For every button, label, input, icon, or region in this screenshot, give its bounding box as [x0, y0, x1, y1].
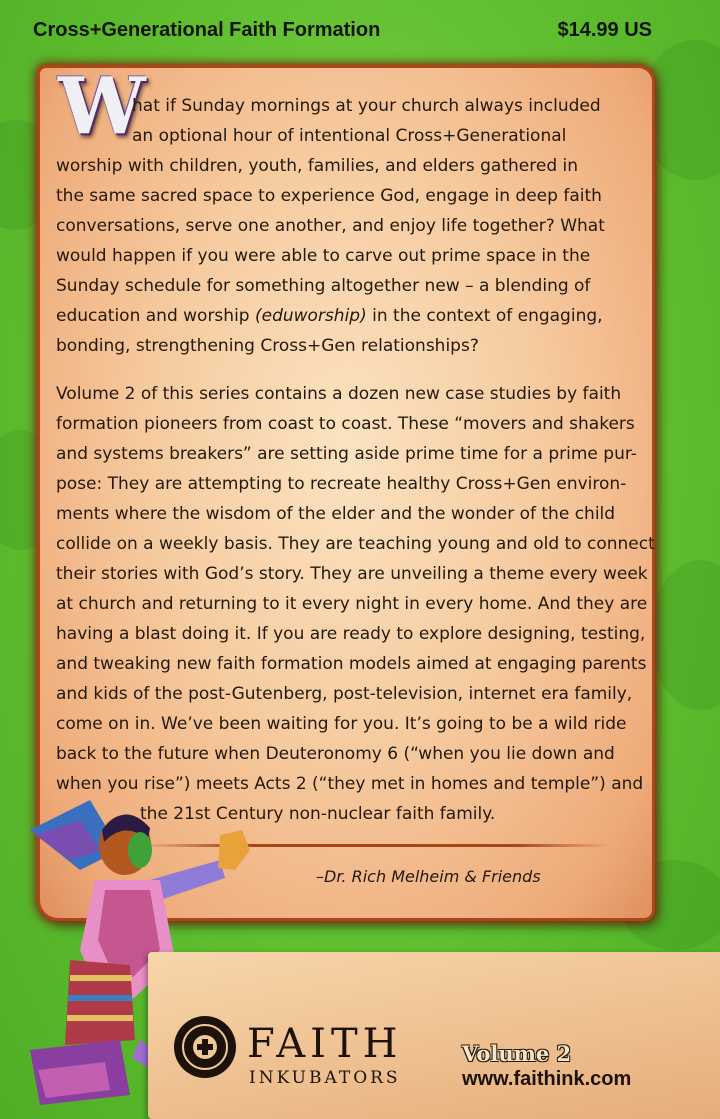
paragraph-2-line: come on in. We’ve been waiting for you. It’s going to be a wild ride [56, 714, 627, 734]
eduworship-term: (eduworship) [255, 306, 367, 326]
paragraph-1-line: the same sacred space to experience God, engage in deep faith [56, 186, 602, 206]
text-segment: education and worship [56, 306, 255, 326]
paragraph-2-line: Volume 2 of this series contains a dozen new case studies by faith [56, 384, 622, 404]
paragraph-1-line: Sunday schedule for something altogether new – a blending of [56, 276, 591, 296]
paragraph-1-line: an optional hour of intentional Cross+Generational [132, 126, 567, 146]
paragraph-2-line: and tweaking new faith formation models aimed at engaging parents [56, 654, 647, 674]
price-label: $14.99 US [557, 19, 652, 41]
text-segment: in the context of engaging, [366, 306, 603, 326]
paragraph-2-line: formation pioneers from coast to coast. These “movers and shakers [56, 414, 635, 434]
stripe [68, 995, 132, 1001]
paragraph-2-line: at church and returning to it every night in every home. And they are [56, 594, 648, 614]
stripe [70, 975, 132, 981]
paragraph-1-line: would happen if you were able to carve out prime space in the [56, 246, 591, 266]
logo-subtitle: INKUBATORS [249, 1068, 401, 1088]
paragraph-1-line: conversations, serve one another, and enjoy life together? What [56, 216, 605, 236]
paragraph-2-line: the 21st Century non-nuclear faith family. [140, 804, 496, 824]
paragraph-2-line: pose: They are attempting to recreate healthy Cross+Gen environ- [56, 474, 627, 494]
paragraph-2-line: and systems breakers” are setting aside prime time for a prime pur- [56, 444, 637, 464]
stripe [67, 1015, 133, 1021]
background-figure [650, 560, 720, 710]
paragraph-1-line: worship with children, youth, families, and elders gathered in [56, 156, 579, 176]
paragraph-2-line: and kids of the post-Gutenberg, post-television, internet era family, [56, 684, 633, 704]
paragraph-2-line: ments where the wisdom of the elder and the wonder of the child [56, 504, 616, 524]
face-shape [128, 832, 152, 868]
paragraph-1-line: bonding, strengthening Cross+Gen relationships? [56, 336, 479, 356]
paragraph-1-line: hat if Sunday mornings at your church always included [132, 96, 601, 116]
hand-shape [218, 830, 250, 870]
website-url: www.faithink.com [462, 1068, 632, 1090]
paragraph-2-line: their stories with God’s story. They are unveiling a theme every week [56, 564, 648, 584]
attribution: –Dr. Rich Melheim & Friends [316, 867, 541, 886]
cover-header [0, 0, 720, 60]
paragraph-2-line: having a blast doing it. If you are ready to explore designing, testing, [56, 624, 646, 644]
background-figure [640, 40, 720, 180]
paragraph-1-line [56, 306, 603, 327]
drop-cap: W [58, 61, 146, 152]
logo-wordmark: FAITH [247, 1021, 403, 1067]
logo-icon [172, 1014, 238, 1080]
series-title: Cross+Generational Faith Formation [33, 19, 381, 41]
skirt-shape [65, 960, 135, 1045]
paragraph-2-line: back to the future when Deuteronomy 6 (“when you lie down and [56, 744, 615, 764]
volume-label: Volume 2 [462, 1041, 572, 1066]
paragraph-2-line: collide on a weekly basis. They are teaching young and old to connect [56, 534, 655, 554]
paragraph-2-line: when you rise”) meets Acts 2 (“they met in homes and temple”) and [56, 774, 644, 794]
